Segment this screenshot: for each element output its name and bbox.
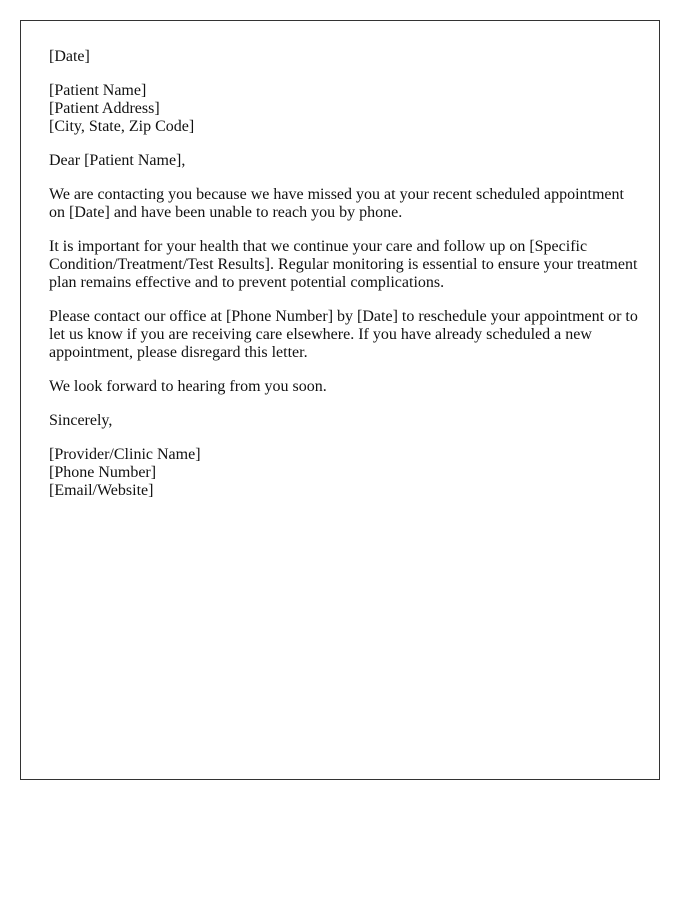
closing: Sincerely, bbox=[49, 412, 113, 429]
paragraph-importance: It is important for your health that we continue your care and follow up on [Specific Condition/Treatment/Test Results]. Regular monitoring is essential to ensure your treatment plan remains effective and to prevent potential complications. bbox=[49, 238, 638, 291]
recipient-name: [Patient Name] bbox=[49, 82, 147, 99]
letter-body bbox=[49, 48, 639, 516]
signature-provider: [Provider/Clinic Name] bbox=[49, 446, 201, 463]
recipient-address-block bbox=[49, 82, 639, 136]
signature-block bbox=[49, 446, 639, 500]
paragraph-closing-remark: We look forward to hearing from you soon. bbox=[49, 378, 327, 395]
recipient-address: [Patient Address] bbox=[49, 100, 160, 117]
signature-phone: [Phone Number] bbox=[49, 464, 157, 481]
paragraph-contact-request: Please contact our office at [Phone Number] by [Date] to reschedule your appointment or to let us know if you are receiving care elsewhere. If you have already scheduled a new appointment, please disregard this letter. bbox=[49, 308, 638, 361]
signature-contact: [Email/Website] bbox=[49, 482, 154, 499]
letter-date: [Date] bbox=[49, 48, 90, 65]
paragraph-missed-appointment: We are contacting you because we have missed you at your recent scheduled appointment on [Date] and have been unable to reach you by phone. bbox=[49, 186, 624, 221]
recipient-city-state-zip: [City, State, Zip Code] bbox=[49, 118, 195, 135]
letter-page bbox=[20, 20, 660, 780]
salutation: Dear [Patient Name], bbox=[49, 152, 186, 169]
